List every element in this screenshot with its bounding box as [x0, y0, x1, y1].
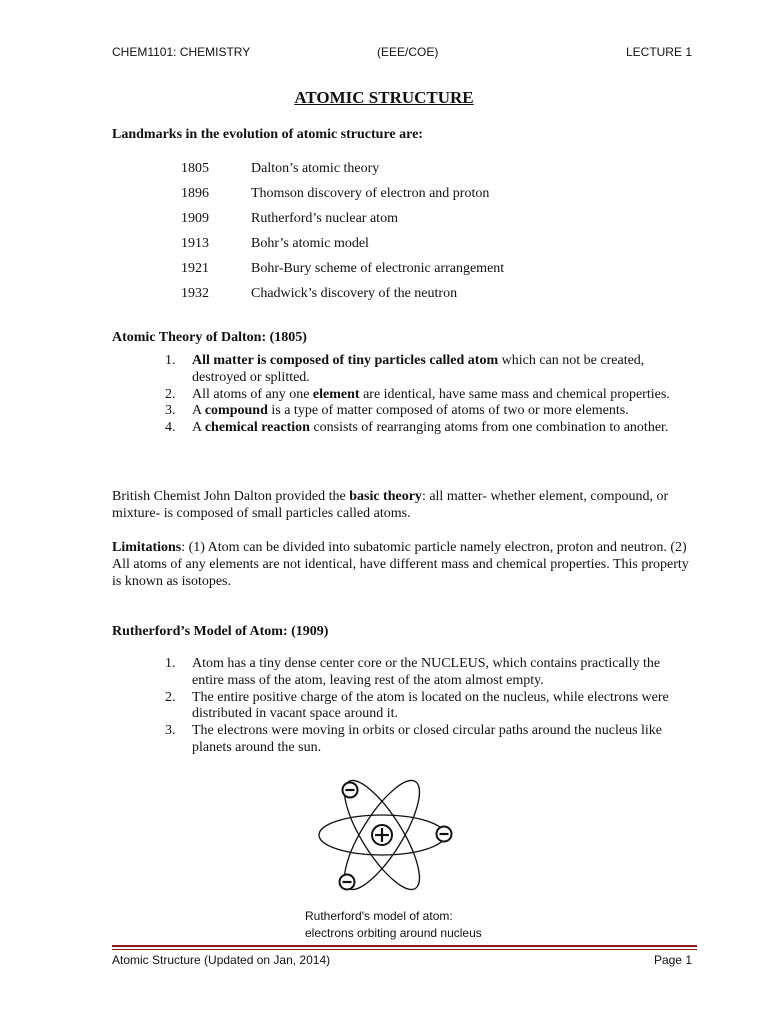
- landmark-row: [181, 283, 504, 308]
- footer-rule: [112, 945, 697, 947]
- item-text: [192, 420, 695, 437]
- landmark-year: 1896: [181, 186, 209, 201]
- landmark-event: Dalton’s atomic theory: [251, 161, 380, 176]
- landmark-row: [181, 183, 504, 208]
- landmarks-heading: Landmarks in the evolution of atomic structure are:: [112, 127, 423, 142]
- rutherford-points: [165, 656, 695, 757]
- item-text: [192, 353, 695, 387]
- list-item: [165, 353, 695, 387]
- list-item: [165, 690, 695, 724]
- header-course: CHEM1101: CHEMISTRY: [112, 45, 251, 59]
- list-item: [165, 656, 695, 690]
- item-pre: A: [192, 420, 205, 436]
- list-item: [165, 420, 695, 437]
- diagram-caption-line1: Rutherford's model of atom:: [305, 909, 453, 923]
- landmark-year: 1805: [181, 161, 209, 176]
- item-pre: All atoms of any one: [192, 386, 313, 402]
- landmark-row: [181, 208, 504, 233]
- item-text: Atom has a tiny dense center core or the NUCLEUS, which contains practically the entire mass of the atom, leaving rest of the atom almost empty.: [192, 656, 661, 688]
- item-text: [192, 403, 695, 420]
- item-text: The electrons were moving in orbits or closed circular paths around the nucleus like planets around the sun.: [192, 723, 663, 755]
- landmark-year: 1932: [181, 286, 209, 301]
- summary-rest: : all matter- whether element, compound, or mixture- is composed of small particles called atoms.: [112, 489, 669, 521]
- dalton-points: [165, 353, 695, 437]
- item-number: 3.: [165, 723, 176, 739]
- item-rest: which can not be created, destroyed or splitted.: [192, 353, 645, 385]
- header-lecture: LECTURE 1: [625, 45, 692, 59]
- landmark-year: 1909: [181, 211, 209, 226]
- landmark-event: Bohr’s atomic model: [251, 236, 369, 251]
- dalton-summary-paragraph: [112, 488, 697, 522]
- electron-minus-icon: [343, 783, 358, 798]
- electron-minus-icon: [437, 827, 452, 842]
- list-item: [165, 723, 695, 757]
- landmark-year: 1921: [181, 261, 209, 276]
- nucleus-plus-icon: [372, 825, 392, 845]
- item-number: 3.: [165, 403, 176, 419]
- item-rest: are identical, have same mass and chemical properties.: [359, 386, 670, 402]
- limitations-paragraph: [112, 539, 697, 590]
- summary-pre: British Chemist John Dalton provided the: [112, 489, 350, 504]
- electron-minus-icon: [340, 875, 355, 890]
- landmark-row: [181, 158, 504, 183]
- item-number: 1.: [165, 656, 176, 671]
- footer-page-number: Page 1: [653, 953, 692, 967]
- landmark-event: Thomson discovery of electron and proton: [251, 186, 490, 201]
- landmark-event: Bohr-Bury scheme of electronic arrangement: [251, 261, 505, 276]
- item-number: 4.: [165, 420, 176, 436]
- item-rest: consists of rearranging atoms from one combination to another.: [309, 420, 669, 436]
- item-number: 2.: [165, 386, 176, 402]
- rutherford-heading: Rutherford’s Model of Atom: (1909): [112, 624, 329, 639]
- summary-bold: basic theory: [349, 489, 422, 504]
- item-bold: All matter is composed of tiny particles called atom: [192, 353, 499, 368]
- footer-title: Atomic Structure (Updated on Jan, 2014): [112, 953, 331, 967]
- landmark-event: Rutherford’s nuclear atom: [251, 211, 398, 226]
- item-text: The entire positive charge of the atom is located on the nucleus, while electrons were distributed in vacant space around it.: [192, 689, 669, 722]
- item-bold: element: [312, 386, 360, 402]
- item-text: [192, 387, 695, 404]
- item-number: 2.: [165, 689, 176, 705]
- item-bold: compound: [204, 403, 268, 419]
- landmarks-list: [181, 158, 504, 308]
- landmark-row: [181, 258, 504, 283]
- limitations-text: : (1) Atom can be divided into subatomic particle namely electron, proton and neutron. (2) All atoms of any elements are not identical, have different mass and chemical properties. This property is known as isotopes.: [112, 540, 689, 589]
- landmark-event: Chadwick’s discovery of the neutron: [251, 286, 458, 301]
- landmark-row: [181, 233, 504, 258]
- diagram-caption-line2: electrons orbiting around nucleus: [305, 926, 482, 940]
- list-item: [165, 403, 695, 420]
- page-title: ATOMIC STRUCTURE: [294, 88, 474, 107]
- header-dept: (EEE/COE): [377, 45, 439, 59]
- limitations-label: Limitations: [112, 540, 182, 555]
- landmark-year: 1913: [181, 236, 209, 251]
- list-item: [165, 387, 695, 404]
- dalton-heading: Atomic Theory of Dalton: (1805): [112, 330, 307, 345]
- item-number: 1.: [165, 353, 176, 368]
- item-rest: is a type of matter composed of atoms of two or more elements.: [267, 403, 629, 419]
- item-pre: A: [192, 403, 205, 419]
- footer-rule-thin: [112, 949, 697, 950]
- item-bold: chemical reaction: [204, 420, 310, 436]
- rutherford-atom-diagram: [310, 778, 460, 896]
